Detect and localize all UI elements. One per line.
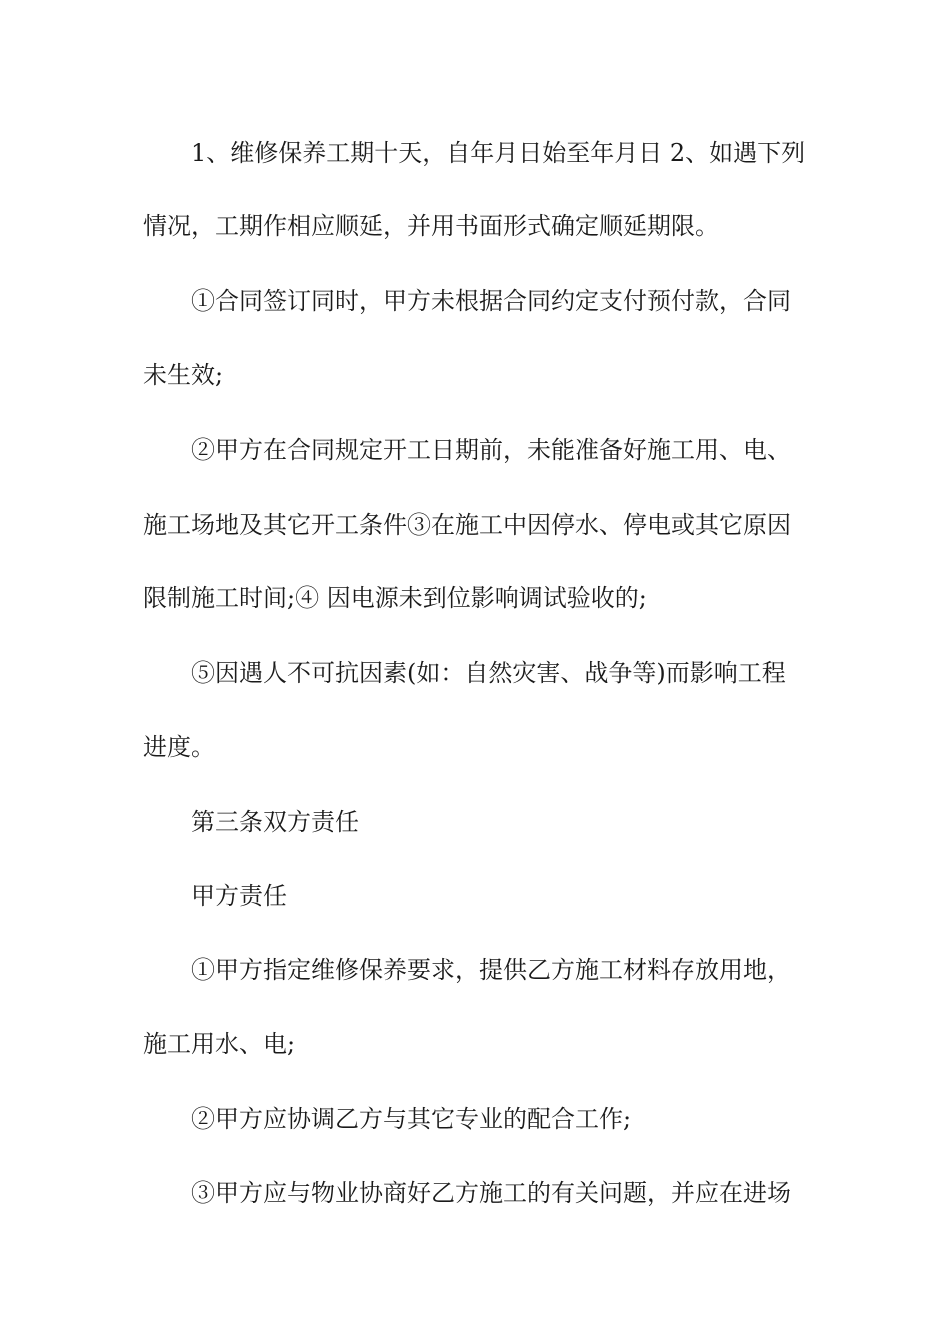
text-line-2: 情况，工期作相应顺延，并用书面形式确定顺延期限。 — [143, 212, 719, 240]
text-line-4: 未生效; — [143, 361, 224, 389]
section-heading: 第三条双方责任 — [191, 808, 359, 836]
text-line-15: ③甲方应与物业协商好乙方施工的有关问题，并应在进场 — [191, 1179, 791, 1207]
text-line-12: ①甲方指定维修保养要求，提供乙方施工材料存放用地， — [191, 956, 791, 984]
text-line-9: 进度。 — [143, 733, 215, 761]
text-line-6: 施工场地及其它开工条件③在施工中因停水、停电或其它原因 — [143, 511, 791, 539]
text-line-5: ②甲方在合同规定开工日期前，未能准备好施工用、电、 — [191, 436, 791, 464]
text-line-1: 1、维修保养工期十天，自年月日始至年月日 2、如遇下列 — [191, 139, 806, 167]
text-line-7: 限制施工时间;④ 因电源未到位影响调试验收的; — [143, 584, 647, 612]
text-line-14: ②甲方应协调乙方与其它专业的配合工作; — [191, 1105, 632, 1133]
text-line-13: 施工用水、电; — [143, 1030, 296, 1058]
text-line-3: ①合同签订同时，甲方未根据合同约定支付预付款，合同 — [191, 287, 791, 315]
subsection-heading: 甲方责任 — [191, 882, 287, 910]
text-line-8: ⑤因遇人不可抗因素(如：自然灾害、战争等)而影响工程 — [191, 659, 786, 687]
